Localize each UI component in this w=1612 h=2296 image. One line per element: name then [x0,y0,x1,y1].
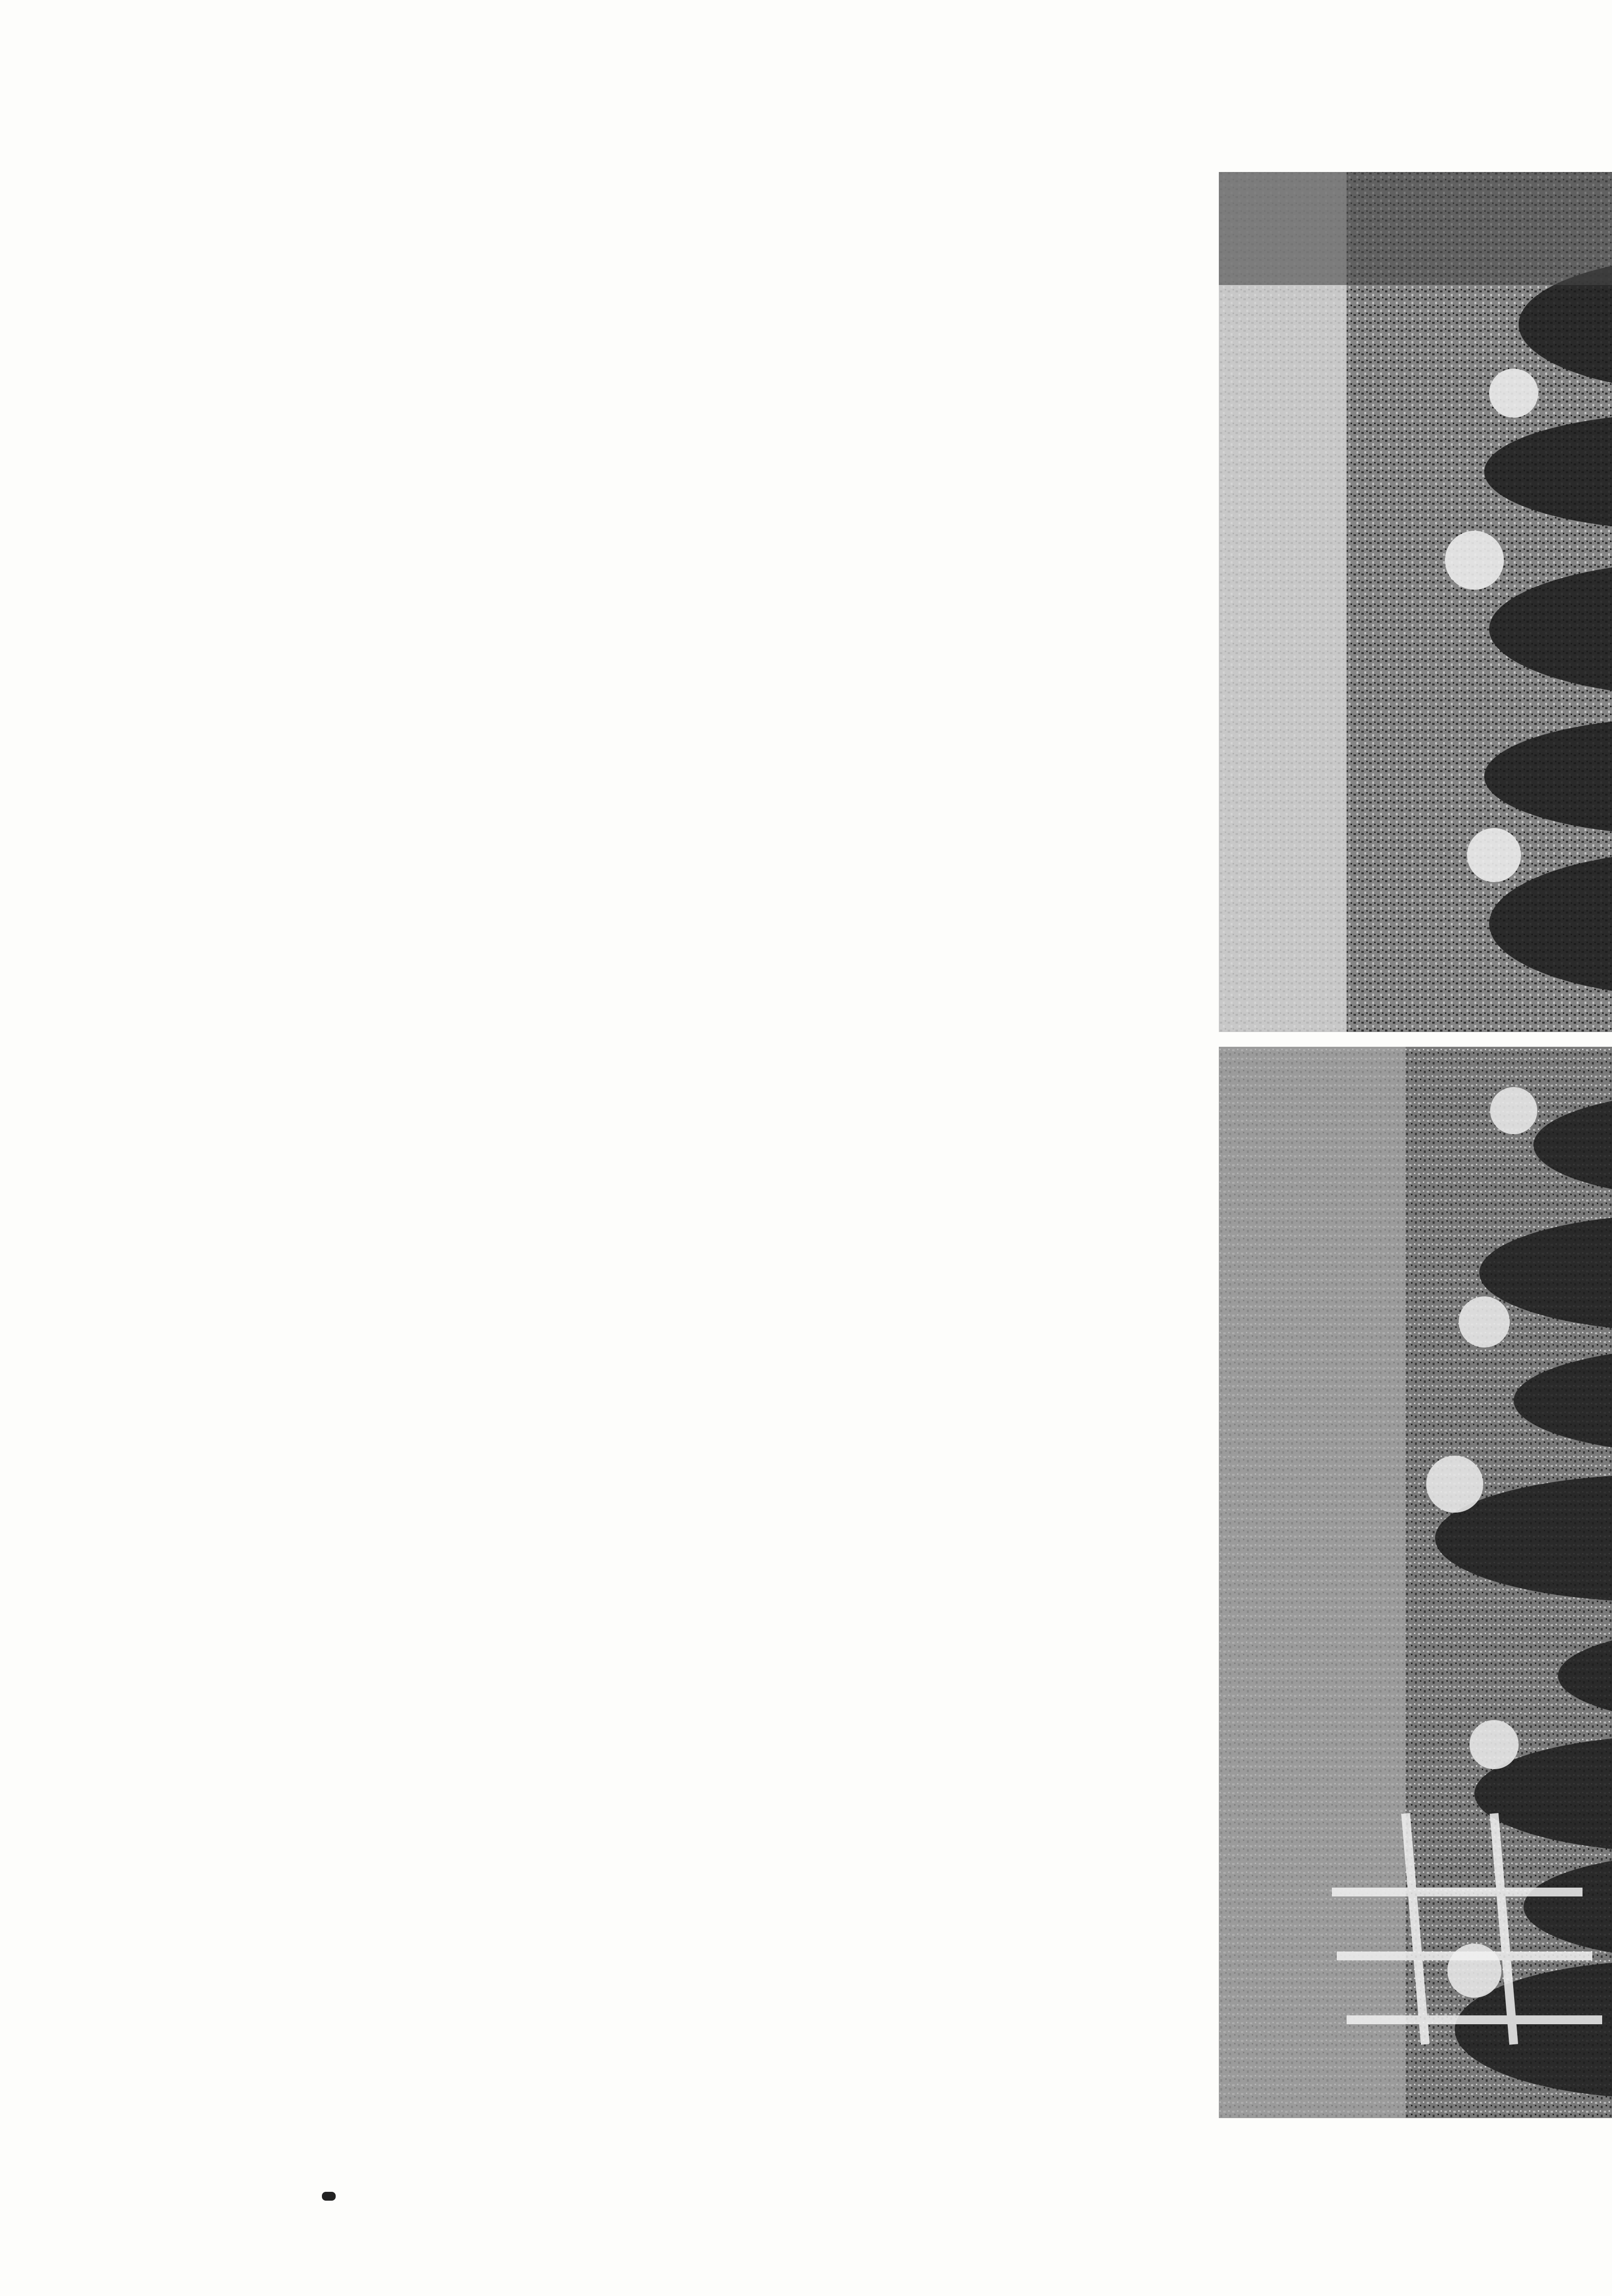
scan-mark [322,2192,336,2201]
photo-crowd-police [1219,1047,1612,2118]
newspaper-clipping [1219,172,1612,2118]
photo-crowd-police-image [1219,1047,1612,2118]
photo-depositors-image [1219,172,1612,1032]
photo-depositors [1219,172,1612,1032]
